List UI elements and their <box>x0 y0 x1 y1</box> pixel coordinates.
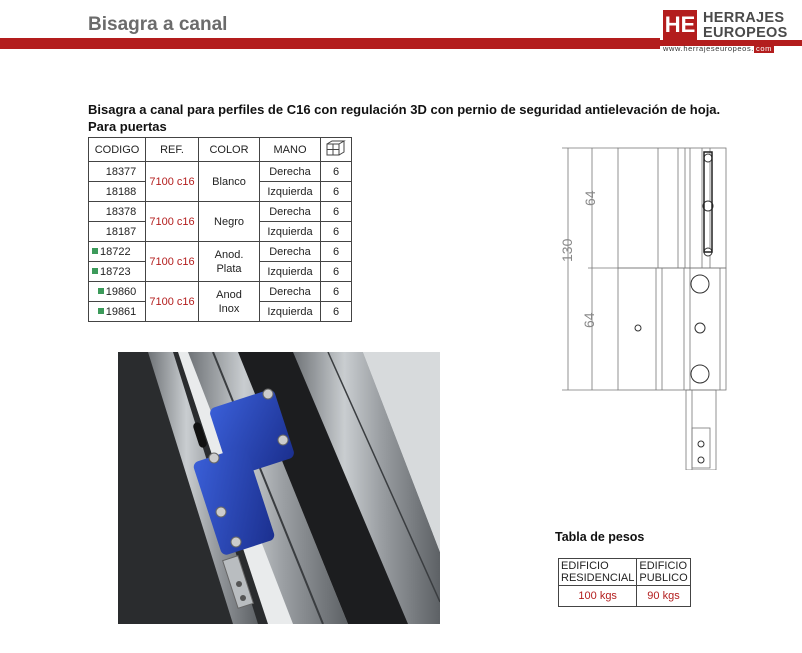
color-cell: Blanco <box>199 162 260 202</box>
green-marker-icon <box>92 248 98 254</box>
col-header-pack <box>321 138 352 162</box>
col-header-codigo: CODIGO <box>89 138 146 162</box>
code-cell: 19861 <box>89 302 146 322</box>
table-row <box>89 162 352 182</box>
logo-url-main: www.herrajeseuropeos. <box>663 44 754 53</box>
ref-cell: 7100 c16 <box>146 282 199 322</box>
code-cell: 18722 <box>89 242 146 262</box>
mano-cell: Derecha <box>260 162 321 182</box>
brand-logo[interactable] <box>663 10 793 54</box>
dim-lower-label: 64 <box>581 312 597 328</box>
weights-col-publico: EDIFICIO PUBLICO <box>637 559 690 586</box>
dim-total-label: 130 <box>559 238 575 262</box>
col-header-mano: MANO <box>260 138 321 162</box>
header-red-bar <box>0 38 660 49</box>
technical-drawing <box>540 140 740 470</box>
products-table-header <box>89 138 352 162</box>
green-marker-icon <box>92 268 98 274</box>
code-cell: 18188 <box>89 182 146 202</box>
qty-cell: 6 <box>321 222 352 242</box>
weight-publico-value: 90 kgs <box>637 586 690 607</box>
ref-cell: 7100 c16 <box>146 242 199 282</box>
color-cell: Anod. Plata <box>199 242 260 282</box>
qty-cell: 6 <box>321 202 352 222</box>
description-line-1: Bisagra a canal para perfiles de C16 con regulación 3D con pernio de seguridad antielevación de hoja. <box>88 102 721 117</box>
logo-url-com: com <box>755 44 772 53</box>
code-cell: 18378 <box>89 202 146 222</box>
logo-line-2: EUROPEOS <box>703 25 788 41</box>
product-description <box>88 101 720 135</box>
description-line-2: Para puertas <box>88 119 167 134</box>
green-marker-icon <box>98 288 104 294</box>
mano-cell: Derecha <box>260 242 321 262</box>
mano-cell: Izquierda <box>260 182 321 202</box>
col-header-color: COLOR <box>199 138 260 162</box>
weights-value-row <box>559 586 691 607</box>
table-row <box>89 282 352 302</box>
code-cell: 18187 <box>89 222 146 242</box>
logo-url <box>663 44 774 53</box>
ref-cell: 7100 c16 <box>146 162 199 202</box>
table-row <box>89 202 352 222</box>
qty-cell: 6 <box>321 302 352 322</box>
table-row <box>89 242 352 262</box>
code-cell: 18723 <box>89 262 146 282</box>
qty-cell: 6 <box>321 242 352 262</box>
code-cell: 18377 <box>89 162 146 182</box>
logo-mark: HE <box>663 10 697 40</box>
qty-cell: 6 <box>321 282 352 302</box>
product-photo <box>118 352 440 624</box>
qty-cell: 6 <box>321 162 352 182</box>
code-cell: 19860 <box>89 282 146 302</box>
products-table <box>88 137 352 322</box>
qty-cell: 6 <box>321 182 352 202</box>
weights-title: Tabla de pesos <box>555 530 645 544</box>
mano-cell: Derecha <box>260 202 321 222</box>
mano-cell: Izquierda <box>260 302 321 322</box>
weights-col-residencial: EDIFICIO RESIDENCIAL <box>559 559 637 586</box>
mano-cell: Izquierda <box>260 222 321 242</box>
col-header-ref: REF. <box>146 138 199 162</box>
weights-header-row <box>559 559 691 586</box>
page-title: Bisagra a canal <box>88 14 228 35</box>
box-icon <box>326 140 346 156</box>
mano-cell: Izquierda <box>260 262 321 282</box>
qty-cell: 6 <box>321 262 352 282</box>
color-cell: Negro <box>199 202 260 242</box>
logo-line-1: HERRAJES <box>703 10 785 26</box>
ref-cell: 7100 c16 <box>146 202 199 242</box>
mano-cell: Derecha <box>260 282 321 302</box>
green-marker-icon <box>98 308 104 314</box>
dim-upper-label: 64 <box>582 190 598 206</box>
weights-table <box>558 558 691 607</box>
color-cell: Anod Inox <box>199 282 260 322</box>
weight-residencial-value: 100 kgs <box>559 586 637 607</box>
